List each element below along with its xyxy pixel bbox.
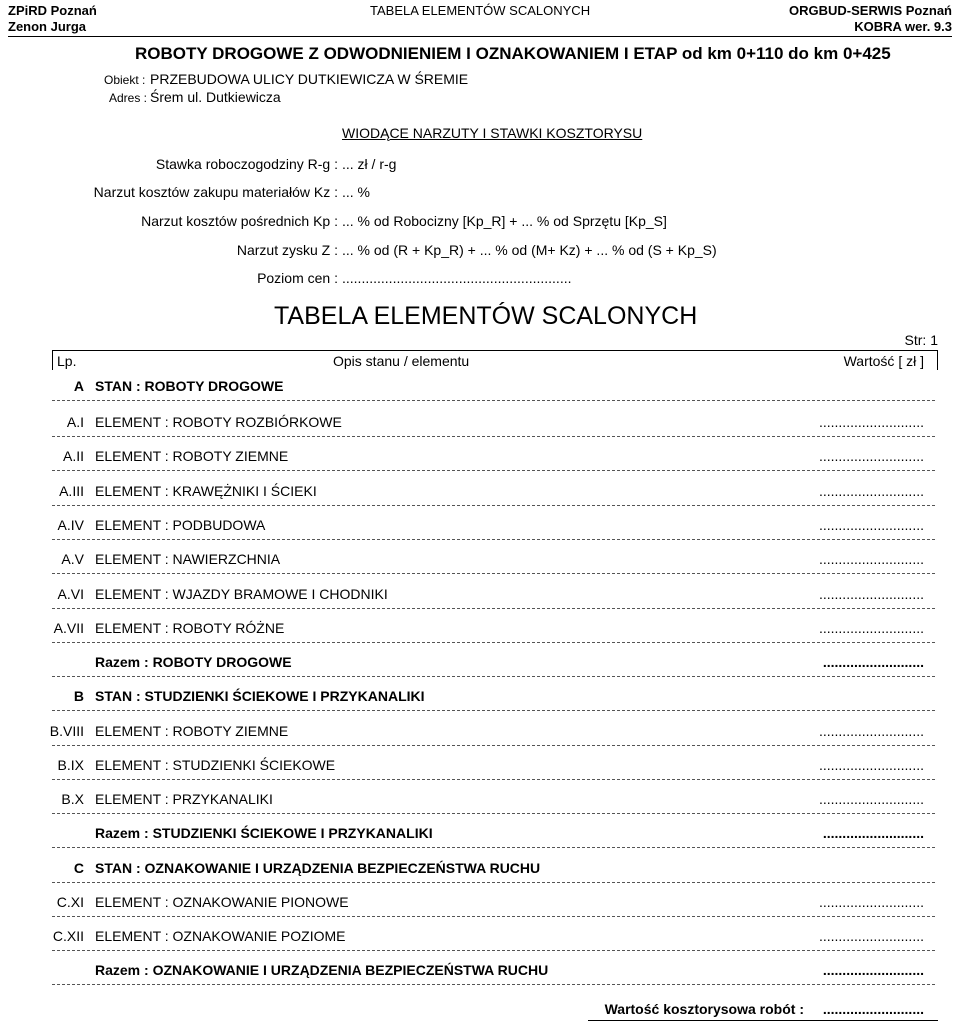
row-subtotal-label: Razem : OZNAKOWANIE I URZĄDZENIA BEZPIECZEŃSTWA RUCHU xyxy=(95,962,549,978)
row-value: ........................... xyxy=(818,723,924,739)
row-value: ........................... xyxy=(818,586,924,602)
row-lp: A.V xyxy=(61,551,84,567)
kz-label: Narzut kosztów zakupu materiałów Kz : xyxy=(93,184,338,200)
row-subtotal-value: .......................... xyxy=(822,962,924,978)
row-value: ........................... xyxy=(818,894,924,910)
row-separator xyxy=(52,779,935,780)
row-value: ........................... xyxy=(818,791,924,807)
row-element-title: ELEMENT : WJAZDY BRAMOWE I CHODNIKI xyxy=(95,586,388,602)
project-title: ROBOTY DROGOWE Z ODWODNIENIEM I OZNAKOWANIEM I ETAP od km 0+110 do km 0+425 xyxy=(135,44,891,63)
row-lp: A.II xyxy=(62,448,84,464)
row-lp: A xyxy=(73,378,84,394)
row-separator xyxy=(52,745,935,746)
row-separator xyxy=(52,470,935,471)
row-lp: A.VII xyxy=(53,620,84,636)
header-doc-title: TABELA ELEMENTÓW SCALONYCH xyxy=(370,3,591,18)
row-lp: A.VI xyxy=(57,586,84,602)
table-header-right-border xyxy=(937,350,938,370)
row-lp: B.X xyxy=(61,791,84,807)
row-value: ........................... xyxy=(818,928,924,944)
row-state-title: STAN : OZNAKOWANIE I URZĄDZENIA BEZPIECZEŃSTWA RUCHU xyxy=(95,860,541,876)
rg-label: Stawka roboczogodziny R-g : xyxy=(155,156,338,172)
row-separator xyxy=(52,710,935,711)
row-separator xyxy=(52,436,935,437)
total-label: Wartość kosztorysowa robót : xyxy=(604,1001,804,1017)
header-rule xyxy=(8,36,952,37)
row-separator xyxy=(52,505,935,506)
price-level-value: ........................................................... xyxy=(342,270,572,286)
row-lp: A.IV xyxy=(57,517,84,533)
row-element-title: ELEMENT : STUDZIENKI ŚCIEKOWE xyxy=(95,757,336,773)
row-separator xyxy=(52,984,935,985)
row-element-title: ELEMENT : ROBOTY ZIEMNE xyxy=(95,723,289,739)
row-lp: C.XI xyxy=(56,894,84,910)
row-subtotal-value: .......................... xyxy=(822,825,924,841)
z-label: Narzut zysku Z : xyxy=(236,242,338,258)
row-separator xyxy=(52,916,935,917)
row-element-title: ELEMENT : ROBOTY ZIEMNE xyxy=(95,448,289,464)
row-lp: B.VIII xyxy=(49,723,84,739)
column-lp: Lp. xyxy=(57,353,77,369)
header-software: ORGBUD-SERWIS Poznań xyxy=(789,3,952,18)
kz-value: ... % xyxy=(342,184,371,200)
row-lp: C.XII xyxy=(52,928,84,944)
row-subtotal-value: .......................... xyxy=(822,654,924,670)
row-separator xyxy=(52,608,935,609)
row-separator xyxy=(52,400,935,401)
page-number: Str: 1 xyxy=(904,332,938,348)
row-separator xyxy=(52,539,935,540)
row-separator xyxy=(52,573,935,574)
column-value: Wartość [ zł ] xyxy=(843,353,924,369)
address-label: Adres : xyxy=(109,91,148,105)
row-subtotal-label: Razem : ROBOTY DROGOWE xyxy=(95,654,292,670)
row-separator xyxy=(52,882,935,883)
header-version: KOBRA wer. 9.3 xyxy=(854,19,952,34)
table-title: TABELA ELEMENTÓW SCALONYCH xyxy=(274,302,698,330)
row-lp: B xyxy=(73,688,84,704)
row-element-title: ELEMENT : OZNAKOWANIE PIONOWE xyxy=(95,894,349,910)
kp-value: ... % od Robocizny [Kp_R] + ... % od Sprzętu [Kp_S] xyxy=(342,213,667,229)
row-value: ........................... xyxy=(818,483,924,499)
row-element-title: ELEMENT : ROBOTY ROZBIÓRKOWE xyxy=(95,414,342,430)
row-value: ........................... xyxy=(818,620,924,636)
row-state-title: STAN : ROBOTY DROGOWE xyxy=(95,378,284,394)
total-underline xyxy=(588,1020,938,1021)
row-lp: B.IX xyxy=(57,757,84,773)
row-lp: A.III xyxy=(59,483,84,499)
row-value: ........................... xyxy=(818,448,924,464)
row-element-title: ELEMENT : ROBOTY RÓŻNE xyxy=(95,620,285,636)
row-element-title: ELEMENT : KRAWĘŻNIKI I ŚCIEKI xyxy=(95,483,317,499)
row-subtotal-label: Razem : STUDZIENKI ŚCIEKOWE I PRZYKANALIKI xyxy=(95,825,433,841)
object-value: PRZEBUDOWA ULICY DUTKIEWICZA W ŚREMIE xyxy=(150,71,469,87)
row-element-title: ELEMENT : OZNAKOWANIE POZIOME xyxy=(95,928,346,944)
table-header-top-rule xyxy=(52,350,938,351)
address-value: Śrem ul. Dutkiewicza xyxy=(150,89,281,105)
row-value: ........................... xyxy=(818,757,924,773)
z-value: ... % od (R + Kp_R) + ... % od (M+ Kz) + ... % od (S + Kp_S) xyxy=(342,242,717,258)
rates-heading: WIODĄCE NARZUTY I STAWKI KOSZTORYSU xyxy=(342,125,643,141)
total-value: .......................... xyxy=(822,1001,924,1017)
column-description: Opis stanu / elementu xyxy=(333,353,470,369)
row-separator xyxy=(52,813,935,814)
price-level-label: Poziom cen : xyxy=(257,270,338,286)
row-separator xyxy=(52,676,935,677)
row-element-title: ELEMENT : NAWIERZCHNIA xyxy=(95,551,281,567)
row-lp: A.I xyxy=(66,414,84,430)
row-value: ........................... xyxy=(818,517,924,533)
row-separator xyxy=(52,642,935,643)
row-separator xyxy=(52,847,935,848)
row-lp: C xyxy=(73,860,84,876)
row-state-title: STAN : STUDZIENKI ŚCIEKOWE I PRZYKANALIKI xyxy=(95,688,425,704)
rg-value: ... zł / r-g xyxy=(342,156,397,172)
row-value: ........................... xyxy=(818,414,924,430)
kp-label: Narzut kosztów pośrednich Kp : xyxy=(141,213,338,229)
header-author: Zenon Jurga xyxy=(8,19,87,34)
row-separator xyxy=(52,950,935,951)
object-label: Obiekt : xyxy=(104,73,146,87)
row-value: ........................... xyxy=(818,551,924,567)
header-company: ZPiRD Poznań xyxy=(8,3,97,18)
row-element-title: ELEMENT : PODBUDOWA xyxy=(95,517,266,533)
table-header-left-border xyxy=(52,350,53,370)
row-element-title: ELEMENT : PRZYKANALIKI xyxy=(95,791,273,807)
